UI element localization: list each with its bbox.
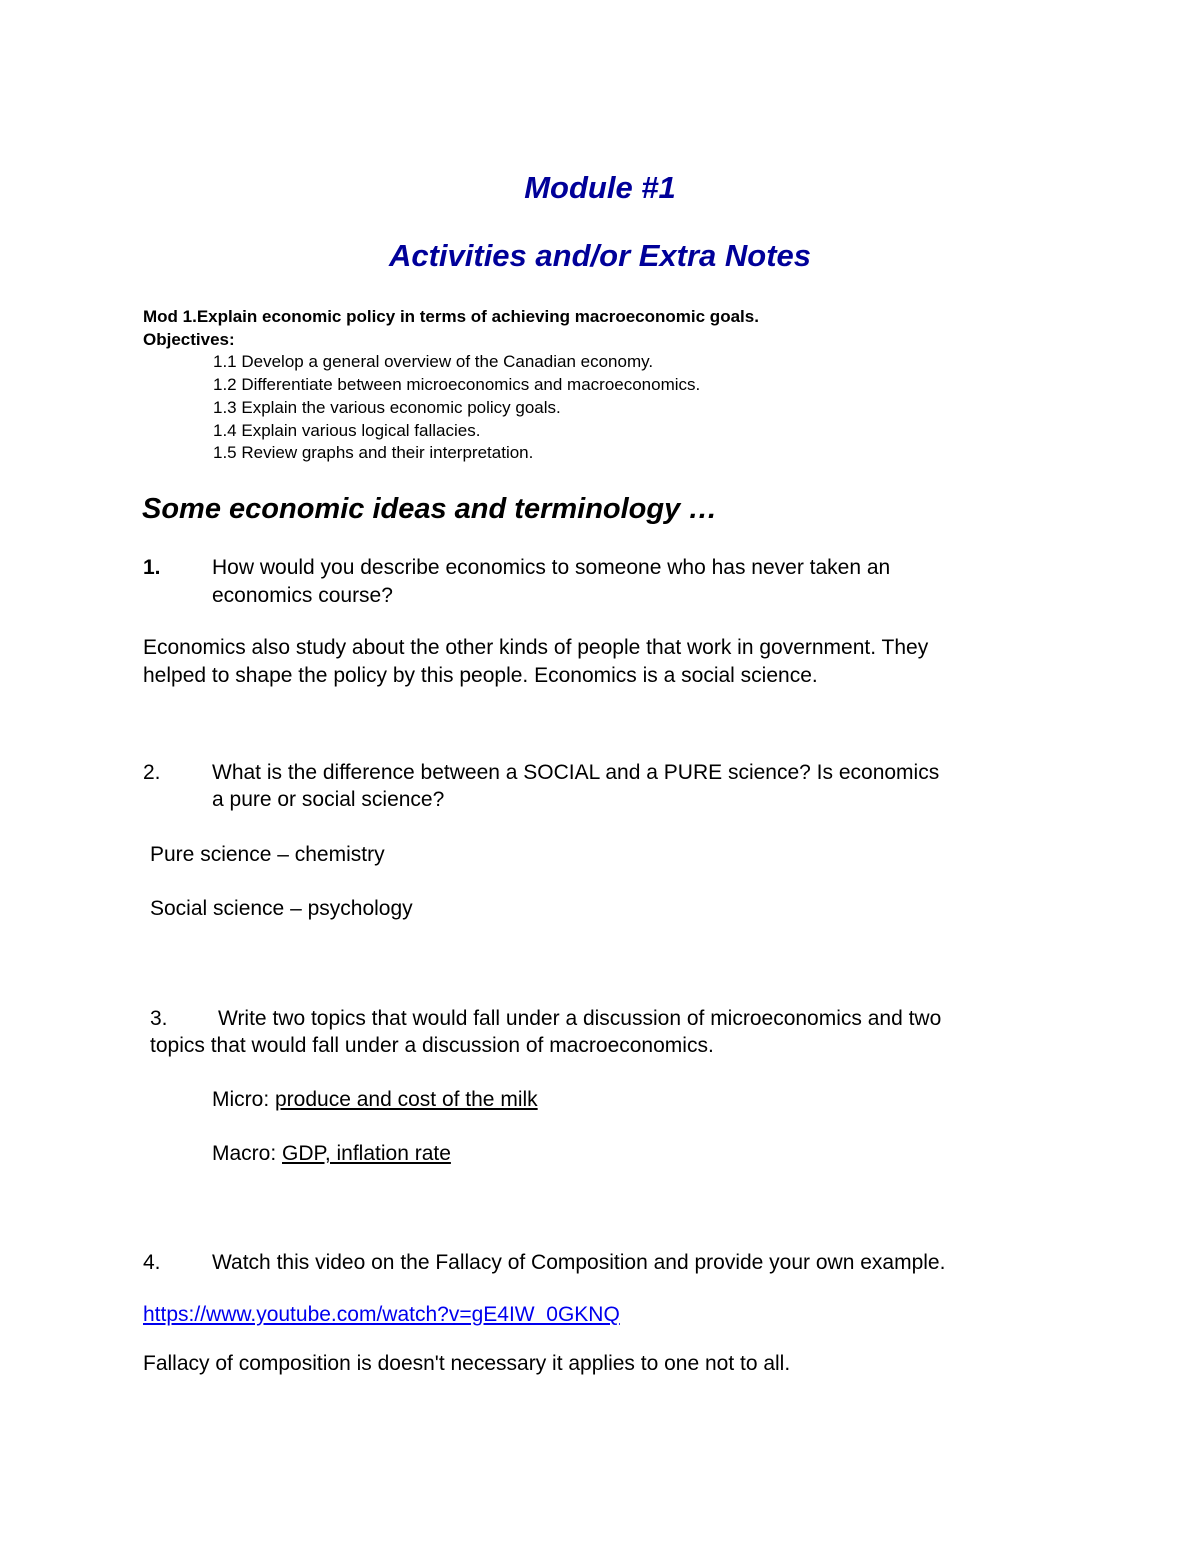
micro-answer: [212, 1086, 538, 1114]
answer-text: Social science – psychology: [150, 897, 413, 920]
objective-item: 1.2 Differentiate between microeconomics and macroeconomics.: [213, 375, 701, 394]
micro-label: Micro:: [212, 1088, 275, 1111]
macro-answer: [212, 1140, 451, 1168]
macro-value: GDP, inflation rate: [282, 1142, 451, 1165]
question-text: economics course?: [212, 584, 393, 607]
answer-text: Pure science – chemistry: [150, 843, 385, 866]
module-description: Mod 1.Explain economic policy in terms of achieving macroeconomic goals.: [143, 307, 759, 326]
objective-item: 1.5 Review graphs and their interpretation.: [213, 443, 534, 462]
objectives-label: Objectives:: [143, 330, 235, 349]
question-text: How would you describe economics to someone who has never taken an: [212, 556, 891, 579]
question-text: What is the difference between a SOCIAL and a PURE science? Is economics: [212, 761, 940, 784]
question-number: 1.: [143, 556, 161, 579]
section-heading: Some economic ideas and terminology …: [142, 493, 718, 525]
objective-item: 1.4 Explain various logical fallacies.: [213, 421, 481, 440]
page-title: Module #1: [524, 170, 676, 205]
objective-item: 1.1 Develop a general overview of the Canadian economy.: [213, 352, 654, 371]
micro-value: produce and cost of the milk: [275, 1088, 538, 1111]
macro-label: Macro:: [212, 1142, 283, 1165]
question-text: a pure or social science?: [212, 788, 445, 811]
objective-item: 1.3 Explain the various economic policy goals.: [213, 398, 561, 417]
answer-text: Fallacy of composition is doesn't necessary it applies to one not to all.: [143, 1352, 791, 1375]
answer-text: Economics also study about the other kinds of people that work in government. They: [143, 636, 929, 659]
question-number: 3.: [150, 1007, 168, 1030]
video-link[interactable]: https://www.youtube.com/watch?v=gE4IW_0GKNQ: [143, 1303, 620, 1326]
question-number: 2.: [143, 761, 161, 784]
answer-text: helped to shape the policy by this people. Economics is a social science.: [143, 664, 818, 687]
question-text: Watch this video on the Fallacy of Composition and provide your own example.: [212, 1251, 946, 1274]
question-text: Write two topics that would fall under a discussion of microeconomics and two: [218, 1007, 942, 1030]
question-text: topics that would fall under a discussion of macroeconomics.: [150, 1034, 714, 1057]
question-number: 4.: [143, 1251, 161, 1274]
page-subtitle: Activities and/or Extra Notes: [388, 238, 812, 273]
